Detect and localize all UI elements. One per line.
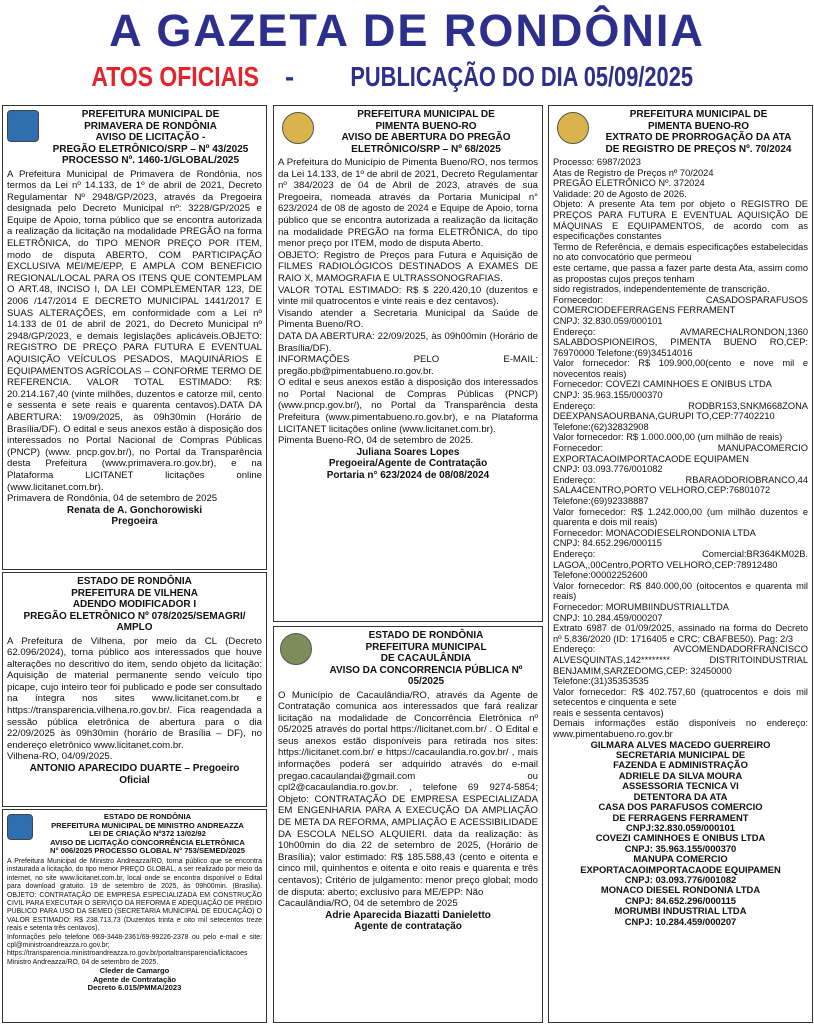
publication-date: PUBLICAÇÃO DO DIA 05/09/2025	[350, 61, 693, 92]
notice-body: A Prefeitura Municipal de Primavera de Rondônia, nos termos da Lei nº 14.133, de 1º de abril de 2021, Decreto Regulamentar Nº 2948/GP/2023, através da Pregoeira designada pelo Decreto Municipal nº: 3228/GP/2025 e Equipe de Apoio, torna público que se encontra autorizada a realização da licitação na modalidade PREGÃO na forma ELETRÔNICA, do TIPO MENOR PREÇO POR ITEM, modo de disputa ABERTO, COM PARTICIPAÇÃO EXCLUSIVA MEI/ME/EPP, E AMPLA COM BENEFICIO REGIONAL/LOCAL PARA OS ITENS QUE CONTEMPLAM O ART.48, INCISO I, DA LEI COMPLEMENTAR 123, DE 2006 /147/2014 E DECRETO MUNICIPAL 1441/2017 E SUAS ALTERAÇÕES, em conformidade com a Lei nº 14.133 de 01 de abril de 2021, do Decreto Municipal nº 2948/GP/2023, e demais legislações aplicáveis.OBJETO: REGISTRO DE PREÇO PARA FUTURA E EVENTUAL AQUISIÇÃO VEÍCULOS PESADOS, MAQUINÁRIOS E EQUIPAMENTOS AGRÍCOLAS – CONFORME TERMO DE REFERENCIA. VALOR TOTAL ESTIMADO: R$: 20.214.167,40 (vinte milhões, duzentos e catorze mil, cento e sessenta e sete reais e quarenta centavos).DATA DA ABERTURA: 19/09/2025, às 09h30min (Horário de Brasília/DF). O edital e seus anexos estão à disposição dos interessados no Portal Nacional de Compras Públicas (PNCP) (www. pncp.gov.br/), no Portal da Transparência desta Prefeitura (www.primavera.ro.gov.br), e na Plataforma LICITANET licitações online (www.licitanet.com.br). Primavera de Rondônia, 04 de setembro de 2025	[7, 168, 262, 505]
municipal-crest-icon	[280, 633, 312, 665]
notice-signature: Adrie Aparecida Biazatti Danieletto Agente de contratação	[325, 909, 491, 933]
newspaper-title: A GAZETA DE RONDÔNIA	[109, 5, 705, 56]
notice-header: PREFEITURA MUNICIPAL DE PRIMAVERA DE RONDÔNIA AVISO DE LICITAÇÃO - PREGÃO ELETRÔNICO/SRP – Nº 43/2025 PROCESSO Nº. 1460-1/GLOBAL/2025	[52, 109, 249, 166]
notice-vilhena	[2, 572, 267, 807]
notice-signature: ANTONIO APARECIDO DUARTE – Pregoeiro Oficial	[29, 763, 240, 786]
notice-body: A Prefeitura do Município de Pimenta Bueno/RO, nos termos da Lei 14.133, de 1º de abril de 2021, Decreto Regulamentar nº 384/2023 de 04 de Abril de 2023, através de sua Pregoeira, nomeada através da Portaria Municipal n° 623/2024 de 08 de agosto de 2024 e Equipe de Apoio, torna público que se encontra autorizada a realização da licitação na modalidade PREGÃO na forma ELETRÔNICA, do tipo menor preço por ITEM, modo de disputa Aberto. OBJETO: Registro de Preços para Futura e Aquisição de FILMES RADIOLÓGICOS DESTINADOS A EXAMES DE RAIO X, MAMOGRAFIA E ULTRASSONOGRAFIAS. VALOR TOTAL ESTIMADO: R$ $ 220.420,10 (duzentos e vinte mil quatrocentos e vinte reais e dez centavos). Visando atender a Secretaria Municipal da Saúde de Pimenta Bueno/RO. DATA DA ABERTURA: 22/09/2025, às 09h00min (Horário de Brasília/DF). INFORMAÇÕES PELO E-MAIL: pregão.pb@pimentabueno.ro.gov.br. O edital e seus anexos estão à disposição dos interessados no Portal Nacional de Compras Públicas (PNCP) (www.pncp.gov.br/), no Portal da Transparência desta Prefeitura (www.pimentabueno.ro.gov.br), e na Plataforma LICITANET licitações online (www.licitanet.com.br). Pimenta Bueno-RO, 04 de setembro de 2025.	[278, 157, 538, 447]
notice-header: PREFEITURA MUNICIPAL DE PIMENTA BUENO-RO EXTRATO DE PRORROGAÇÃO DA ATA DE REGISTRO DE PREÇOS Nº. 70/2024	[605, 109, 792, 155]
separator: -	[277, 61, 302, 92]
municipal-crest-icon	[7, 814, 33, 840]
notice-body: A Prefeitura Municipal de Ministro Andreazza/RO, torna público que se encontra instaurada a licitação, do tipo menor PREÇO GLOBAL, a ser realizado por meio da internet, no site www.licitanet.com.br, local onde se encontra disponível o Edital para download gratuito. 19 de setembro de 2025, às 09h00min. (Brasília). OBJETO: CONTRATAÇÃO DE EMPRESA ESPECIALIZADA EM CONSTRUÇÃO CIVIL PARA EXECUTAR O SERVIÇO DA REFORMA E ADEQUAÇÃO DE PRÉDIO PÚBLICO PARA USO DA SEMED (SECRETARIA MUNICIPAL DE EDUCAÇÃO) O VALOR ESTIMADO: R$ 238.713,73 (Duzentos trinta e oito mil setecentos treze reais e setenta três centavos). Informações pelo telefone 069-3448-2361/69-99226-2378 ou pelo e-mail e site: cpl@ministroandreazza.ro.gov.br; https://transparencia.ministroandreazza.ro.gov.br/portaltransparencia/licitacoes Ministro Andreazza/RO, 04 de setembro de 2025.	[7, 857, 262, 966]
notice-signature: Renata de A. Gonchorowiski Pregoeira	[66, 504, 203, 528]
notice-header: ESTADO DE RONDÔNIA PREFEITURA MUNICIPAL DE MINISTRO ANDREAZZA LEI DE CRIAÇÃO Nº372 13/02/92 AVISO DE LICITAÇÃO CONCORRÊNCIA ELETRÔNICA N° 006/2025 PROCESSO GLOBAL N° 753/SEMED/2025	[49, 812, 245, 856]
notice-header: PREFEITURA MUNICIPAL DE PIMENTA BUENO-RO AVISO DE ABERTURA DO PREGÃO ELETRÔNICO/SRP – Nº 68/2025	[341, 109, 511, 155]
municipal-crest-icon	[7, 110, 39, 142]
municipal-crest-icon	[282, 112, 314, 144]
notice-signature: GILMARA ALVES MACEDO GUERREIRO SECRETARIA MUNICIPAL DE FAZENDA E ADMINISTRAÇÃO ADRIELE DA SILVA MOURA ASSESSORIA TECNICA VI DETENTORA DA ATA CASA DOS PARAFUSOS COMERCIO DE FERRAGENS FERRAMENT CNPJ:32.830.059/000101 COVEZI CAMINHOES E ONIBUS LTDA CNPJ: 35.963.155/000370 MANUPA COMERCIO EXPORTACAOIMPORTACAODE EQUIPAMEN CNPJ: 03.093.776/001082 MONACO DIESEL RONDONIA LTDA CNPJ: 84.652.296/000115 MORUMBI INDUSTRIAL LTDA CNPJ: 10.284.459/000207	[580, 738, 781, 927]
notice-pimenta-bueno-ata	[548, 105, 813, 1023]
notice-primavera	[2, 105, 267, 570]
notice-header: ESTADO DE RONDÔNIA PREFEITURA DE VILHENA ADENDO MODIFICADOR I PREGÃO ELETRÔNICO Nº 078/2025/SEMAGRI/ AMPLO	[23, 576, 246, 633]
notice-cacaulandia	[273, 626, 543, 1023]
notice-signature: Juliana Soares Lopes Pregoeira/Agente de Contratação Portaria n° 623/2024 de 08/08/2024	[326, 446, 490, 481]
notice-body: Processo: 6987/2023 Atas de Registro de Preços nº 70/2024 PREGÃO ELETRÔNICO Nº. 372024 Validade: 20 de Agosto de 2026. Objeto: A presente Ata tem por objeto o REGISTRO DE PREÇOS PARA FUTURA E EVENTUAL AQUISIÇÃO DE MÁQUINAS E EQUIPAMENTOS, de acordo com as especificações constantes Termo de Referência, e demais especificações estabelecidas no ato convocatório que permeou este certame, que passa a fazer parte desta Ata, assim como as propostas cujos preços tenham sido registrados, independentemente de transcrição. Fornecedor: CASADOSPARAFUSOS COMERCIODEFERRAGENS FERRAMENT CNPJ: 32.830.059/000101 Endereço: AVMARECHALRONDON,1360 SALABDOSPIONEIROS, PIMENTA BUENO RO,CEP: 76970000 Telefone:(69)34514016 Valor fornecedor: R$ 109.900,00(cento e nove mil e novecentos reais) Fornecedor: COVEZI CAMINHOES E ONIBUS LTDA CNPJ: 35.963.155/000370 Endereço: RODBR153,SNKM668ZONA DEEXPANSAOURBANA,GURUPI TO,CEP:77402210 Telefone:(62)32832908 Valor fornecedor: R$ 1.000.000,00 (um milhão de reais) Fornecedor: MANUPACOMERCIO EXPORTACAOIMPORTACAODE EQUIPAMEN CNPJ: 03.093.776/001082 Endereço: RBARAODORIOBRANCO,44 SALA4CENTRO,PORTO VELHORO,CEP:76801072 Telefone:(69)92338887 Valor fornecedor: R$ 1.242.000,00 (um milhão duzentos e quarenta e dois mil reais) Fornecedor: MONACODIESELRONDONIA LTDA CNPJ: 84.652.296/000115 Endereço: Comercial:BR364KM02B. LAGOA,,00Centro,PORTO VELHORO,CEP:78912480 Telefone:00002252600 Valor fornecedor: R$ 840.000,00 (oitocentos e quarenta mil reais) Fornecedor: MORUMBIINDUSTRIALLTDA CNPJ: 10.284.459/000207 Extrato 6987 de 01/09/2025, assinado na forma do Decreto nº 5.836/2020 (ID: 1716405 e CRC: CBAFBE50). Pag: 2/3 Endereço: AVCOMENDADORFRANCISCO ALVESQUINTAS,142******** DISTRITOINDUSTRIAL BENJAMIM,SARZEDOMG,CEP: 32450000 Telefone:(31)35353535 Valor fornecedor: R$ 402.757,60 (quatrocentos e dois mil setecentos e cinquenta e sete reais e sessenta centavos) Demais informações estão disponíveis no endereço: www.pimentabueno.ro.gov.br	[553, 157, 808, 740]
notice-pimenta-bueno-pregao	[273, 105, 543, 622]
municipal-crest-icon	[557, 112, 589, 144]
notice-ministro-andreazza	[2, 809, 267, 1023]
notice-body: A Prefeitura de Vilhena, por meio da CL (Decreto 62.096/2024), torna público aos interessados que houve alterações no descritivo do item, sendo objeto da licitação: Aquisição de material permanente sendo veículo tipo picape, cujo inteiro teor foi publicado e pode ser consultado na íntegra nos sites www.licitanet.com.br e https://transparencia.vilhena.ro.gov.br/. Fica reagendada a sessão pública eletrônica de abertura para o dia 22/09/2025 às 09h30min (horário de Brasília – DF), no endereço eletrônico www.licitanet.com.br. Vilhena-RO, 04/09/2025.	[7, 635, 262, 763]
masthead	[0, 0, 814, 100]
notice-header: ESTADO DE RONDÔNIA PREFEITURA MUNICIPAL DE CACAULÂNDIA AVISO DA CONCORRENCIA PÚBLICA Nº 05/2025	[329, 630, 523, 687]
notice-body: O Município de Cacaulândia/RO, através da Agente de Contratação comunica aos interessados que fará realizar licitação na modalidade de Concorrência Eletrônica nº 05/2025 através do portal https://licitanet.com.br/ . O Edital e seus anexos estão disponíveis para retirada nos sites: https://licitanet.com.br/ e https://cacaulandia.ro.gov.br/ , mais informações poderá ser adquirido através do e-mail pregao.cacaulandai@gmail.com ou cpl2@cacaulandia.ro.gov.br. , telefone 69 9274-5854; Objeto: CONTRATAÇÃO DE EMPRESA ESPECIALIZADA EM ENGENHARIA PARA A EXECUÇÃO DA AMPLIAÇÃO DE META DA REFORMA, AMPLIAÇÃO E ACESSIBILIDADE DA ESCOLA NELSO ALQUIERI. data da realização: às 10h00min do dia 22 de setembro de 2025, (Horário de Brasília); valor estimado: R$ 185.588,43 (cento e oitenta e cinco mil, quinhentos e oitenta e oito reais e quarenta e três centavos); Critério de julgamento: menor preço global; modo de disputa: aberto; exclusivo para ME/EPP: Não Cacaulândia/RO, 04 de setembro de 2025	[278, 689, 538, 910]
notice-signature: Cleder de Camargo Agente de Contratação Decreto 6.015/PMMA/2023	[87, 966, 182, 993]
section-label: ATOS OFICIAIS	[91, 61, 259, 92]
edition-line	[0, 60, 814, 99]
